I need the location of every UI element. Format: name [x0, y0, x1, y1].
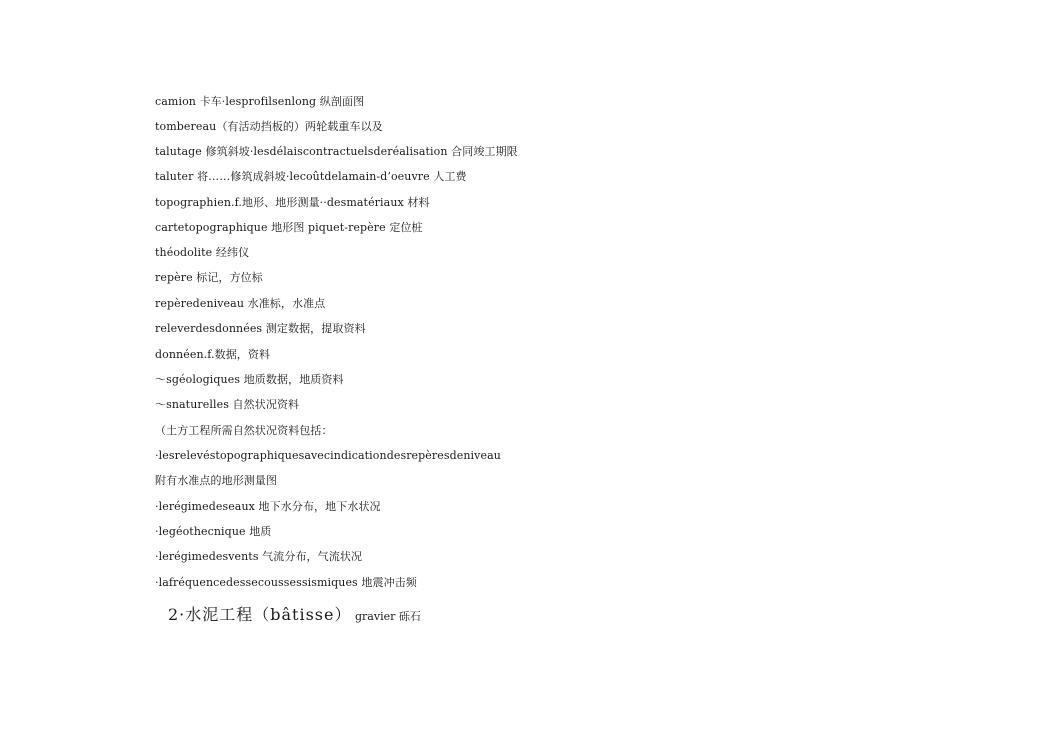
section-heading-tail: gravier 砾石 [351, 610, 421, 623]
text-line-9: repèredeniveau 水准标，水准点 [155, 297, 326, 310]
text-line-5: topographien.f.地形、地形测量··desmatériaux 材料 [155, 196, 430, 209]
text-line-2: tombereau（有活动挡板的）两轮载重车以及 [155, 120, 383, 133]
text-line-8: repère 标记，方位标 [155, 271, 263, 284]
section-heading-main: 2·水泥工程（bâtisse） [168, 605, 352, 624]
text-line-4: taluter 将……修筑成斜坡·lecoûtdelamain-d’oeuvre 人工费 [155, 170, 467, 183]
text-line-3: talutage 修筑斜坡·lesdélaiscontractuelsderéalisation 合同竣工期限 [155, 145, 518, 158]
text-line-12: ～sgéologiques 地质数据，地质资料 [155, 373, 344, 386]
text-line-13: ～snaturelles 自然状况资料 [155, 398, 300, 411]
text-line-14: （土方工程所需自然状况资料包括： [155, 424, 333, 437]
text-line-1: camion 卡车·lesprofilsenlong 纵剖面图 [155, 95, 365, 108]
text-line-7: théodolite 经纬仪 [155, 246, 250, 259]
text-line-6: cartetopographique 地形图 piquet-repère 定位桩 [155, 221, 423, 234]
text-line-10: releverdesdonnées 测定数据，提取资料 [155, 322, 366, 335]
text-line-17: ·lerégimedeseaux 地下水分布，地下水状况 [155, 500, 381, 513]
text-line-11: donnéen.f.数据，资料 [155, 348, 271, 361]
text-line-15: ·lesrelevéstopographiquesavecindicationdesrepèresdeniveau [155, 449, 501, 462]
section-heading [168, 604, 421, 628]
text-line-18: ·legéothecnique 地质 [155, 525, 272, 538]
text-line-20: ·lafréquencedessecoussessismiques 地震冲击频 [155, 576, 417, 589]
text-line-16: 附有水准点的地形测量图 [155, 474, 278, 487]
text-line-19: ·lerégimedesvents 气流分布，气流状况 [155, 550, 363, 563]
